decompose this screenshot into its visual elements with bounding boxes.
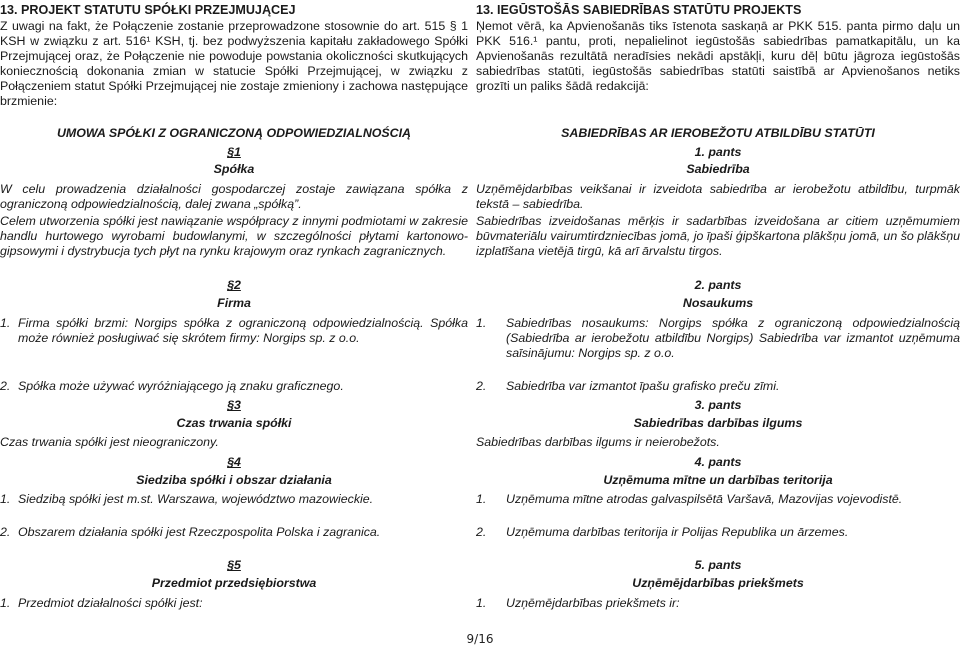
article-title-2: Nosaukums [682,296,754,310]
document-title: UMOWA SPÓŁKI Z OGRANICZONĄ ODPOWIEDZIALNOŚCIĄ [56,126,412,140]
document-title: SABIEDRĪBAS AR IEROBEŽOTU ATBILDĪBU STATŪTI [561,126,875,140]
paragraph-number-4: §4 [227,455,241,469]
paragraph-title-4: Siedziba spółki i obszar działania [136,473,332,487]
list-text: Uzņēmuma darbības teritorija ir Polijas Republika un ārzemes. [506,525,849,539]
article-title-1: Sabiedrība [686,162,750,176]
list-text: Sabiedrība var izmantot īpašu grafisko preču zīmi. [506,379,780,393]
paragraph-number-2: §2 [227,278,241,292]
paragraph-1-text-2: Celem utworzenia spółki jest nawiązanie współpracy z innymi podmiotami w zakresie handlu hurtowego wyrobami budowlanymi, w szczególności płytami kartonowo-gipsowymi i dystrybucja tych płyt na rynku krajowym oraz rynkach zagranicznych. [0,214,468,258]
paragraph-number-1: §1 [227,145,241,159]
list-text: Firma spółki brzmi: Norgips spółka z ograniczoną odpowiedzialnością. Spółka może również posługiwać się skrótem firmy: Norgips sp. z o.o. [18,316,468,345]
paragraph-title-5: Przedmiot przedsiębiorstwa [151,576,317,590]
list-item [0,492,468,507]
list-item [476,525,960,540]
article-title-4: Uzņēmuma mītne un darbības teritorija [603,473,833,487]
article-number-4: 4. pants [694,455,742,469]
list-item [476,379,960,394]
list-number: 2. [476,379,487,393]
list-text: Uzņēmuma mītne atrodas galvaspilsētā Varšavā, Mazovijas vojevodistē. [506,492,903,506]
list-item [0,525,468,540]
list-item [476,596,960,611]
list-number: 2. [476,525,487,539]
list-text: Siedzibą spółki jest m.st. Warszawa, województwo mazowieckie. [18,492,374,506]
list-text: Obszarem działania spółki jest Rzeczpospolita Polska i zagranica. [18,525,381,539]
section-heading: 13. PROJEKT STATUTU SPÓŁKI PRZEJMUJĄCEJ [0,3,296,17]
article-number-3: 3. pants [694,398,742,412]
article-number-1: 1. pants [694,145,742,159]
list-number: 1. [0,596,11,610]
article-number-5: 5. pants [694,558,742,572]
list-item [476,492,960,507]
paragraph-1-text-1: W celu prowadzenia działalności gospodarczej zostaje zawiązana spółka z ograniczoną odpowiedzialnością, dalej zwana „spółką”. [0,182,468,211]
intro-paragraph: Ņemot vērā, ka Apvienošanās tiks īstenota saskaņā ar PKK 515. panta pirmo daļu un PKK 516.¹ pantu, proti, nepalielinot iegūstošās sabiedrības pamatkapitālu, un ka Apvienošanās rezultātā neradīsies nekādi apstākļi, kuru dēļ būtu jāgroza iegūstošās sabiedrības statūti, iegūstošās sabiedrības statūti saistībā ar Apvienošanos netiks grozīti un paliks šādā redakcijā: [476,19,960,93]
page-number: 9/16 [466,632,494,646]
list-item [0,596,468,611]
paragraph-title-3: Czas trwania spółki [176,416,292,430]
list-number: 2. [0,525,11,539]
article-1-text-2: Sabiedrības izveidošanas mērķis ir sadarbības izveidošana ar citiem uzņēmumiem būvmateriālu vairumtirdzniecības jomā, jo īpaši ģipškartona plākšņu jomā, un šo plākšņu izplatīšana vietējā tirgū, kā arī ārvalstu tirgos. [476,214,960,258]
list-number: 1. [0,316,11,330]
paragraph-number-5: §5 [227,558,241,572]
list-number: 1. [476,316,487,330]
paragraph-title-2: Firma [217,296,251,310]
article-1-text-1: Uzņēmējdarbības veikšanai ir izveidota sabiedrība ar ierobežotu atbildību, turpmāk tekstā – sabiedrība. [476,182,960,211]
list-text: Sabiedrības nosaukums: Norgips spółka z ograniczoną odpowiedzialnością (Sabiedrība ar ierobežotu atbildību Norgips) Sabiedrība var izmantot uzņēmuma saīsinājumu: Norgips sp. z o.o. [506,316,960,360]
section-heading: 13. IEGŪSTOŠĀS SABIEDRĪBAS STATŪTU PROJEKTS [476,3,802,17]
list-number: 1. [476,492,487,506]
article-title-5: Uzņēmējdarbības priekšmets [632,576,804,590]
list-text: Spółka może używać wyróżniającego ją znaku graficznego. [18,379,344,393]
list-item [0,316,468,346]
list-item [476,316,960,361]
list-text: Przedmiot działalności spółki jest: [18,596,203,610]
article-3-text: Sabiedrības darbības ilgums ir neierobežots. [476,435,720,449]
list-number: 2. [0,379,11,393]
list-number: 1. [0,492,11,506]
list-text: Uzņēmējdarbības priekšmets ir: [506,596,680,610]
list-number: 1. [476,596,487,610]
paragraph-title-1: Spółka [213,162,255,176]
article-number-2: 2. pants [694,278,742,292]
article-title-3: Sabiedrības darbības ilgums [633,416,803,430]
paragraph-3-text: Czas trwania spółki jest nieograniczony. [0,435,219,449]
paragraph-number-3: §3 [227,398,241,412]
list-item [0,379,468,394]
intro-paragraph: Z uwagi na fakt, że Połączenie zostanie przeprowadzone stosownie do art. 515 § 1 KSH w związku z art. 516¹ KSH, tj. bez podwyższenia kapitału zakładowego Spółki Przejmującej oraz, że Połączenie nie powoduje powstania okoliczności skutkujących koniecznością dokonania zmian w statucie Spółki Przejmującej, w związku z Połączeniem statut Spółki Przejmującej nie zostaje zmieniony i zachowa następujące brzmienie: [0,19,468,108]
latvian-column [476,0,960,610]
polish-column [0,0,468,610]
